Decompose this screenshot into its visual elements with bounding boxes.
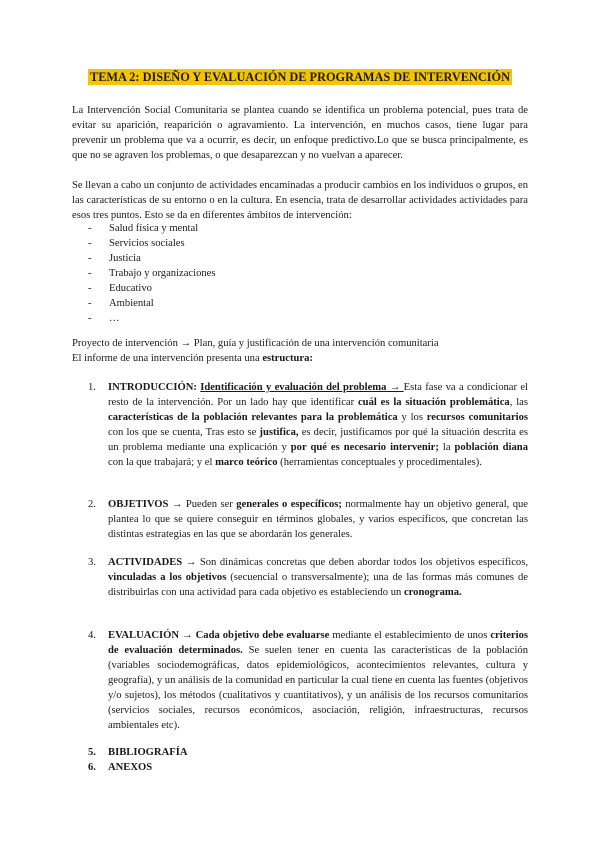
list-item: - Trabajo y organizaciones xyxy=(88,266,216,281)
highlight: población diana xyxy=(454,442,528,453)
highlight: Identificación y evaluación del problema xyxy=(200,382,387,393)
text: normalmente hay un objetivo general, que plantea lo que se quiere conseguir en términos globales, y varios específicos, que concretan las distintas estrategias en las que se abordarán los generales. xyxy=(108,499,528,540)
title-text: TEMA 2: DISEÑO Y EVALUACIÓN DE PROGRAMAS DE INTERVENCIÓN xyxy=(90,70,510,84)
section-number: 2. xyxy=(88,499,96,510)
section-number: 4. xyxy=(88,630,96,641)
arrow: → xyxy=(386,382,404,393)
text: → Pueden ser xyxy=(168,499,237,510)
section-number: 1. xyxy=(88,382,96,393)
highlight: cronograma. xyxy=(403,587,462,598)
section-text xyxy=(108,628,528,733)
text: (secuencial o transversalmente); una de las formas más comunes de distribuirlas con una actividad para cada objetivo es estableciendo un xyxy=(108,572,528,598)
section-anexos xyxy=(88,760,528,775)
structure-word: estructura: xyxy=(262,353,313,364)
list-item: - Servicios sociales xyxy=(88,236,216,251)
text: , las xyxy=(509,397,528,408)
section-number: 6. xyxy=(88,762,96,773)
section-heading: INTRODUCCIÓN: xyxy=(108,382,197,393)
section-actividades xyxy=(88,555,528,600)
list-item: - … xyxy=(88,311,216,326)
text: → Son dinámicas concretas que deben abordar todos los objetivos específicos, xyxy=(182,557,528,568)
project-definition: Proyecto de intervención → Plan, guía y justificación de una intervención comunitaria xyxy=(72,338,439,349)
highlight: por qué es necesario intervenir; xyxy=(290,442,439,453)
activities-paragraph: Se llevan a cabo un conjunto de actividades encaminadas a producir cambios en los individuos o grupos, en las características de su entorno o en la cultura. En esencia, trata de desarrollar actividades actividades para esos tres puntos. Esto se da en diferentes ámbitos de intervención: xyxy=(72,180,528,221)
ambitos-list xyxy=(88,221,216,326)
highlight: Cada objetivo debe evaluarse xyxy=(195,630,330,641)
highlight: vinculadas a los objetivos xyxy=(108,572,227,583)
section-objetivos xyxy=(88,497,528,542)
text: con la que trabajará; y el xyxy=(108,457,216,468)
highlight: características de la población relevantes para la problemática xyxy=(108,412,398,423)
text: Se suelen tener en cuenta las características de la población (variables sociodemográficas, datos epidemiológicos, acontecimientos relevantes, cultura y geografía), y un análisis de la comunidad en particular la cual tiene en cuenta las fuentes (objetivos y/o sujetos), los métodos (cualitativos y cuantitativos), y un análisis de los recursos comunitarios (servicios sociales, recursos económicos, asociación, religión, infraestructuras, recursos ambientales etc). xyxy=(108,645,528,731)
text: es decir, justificamos por qué la situación descrita es un problema mediante una explicación y xyxy=(108,427,528,453)
text: mediante el establecimiento de unos xyxy=(329,630,491,641)
section-text xyxy=(108,745,528,760)
highlight: justifica, xyxy=(259,427,299,438)
section-heading: ACTIVIDADES xyxy=(108,557,183,568)
highlight: recursos comunitarios xyxy=(426,412,529,423)
intro-paragraph: La Intervención Social Comunitaria se plantea cuando se identifica un problema potencial, pues trata de evitar su aparición, reaparición o agravamiento. La intervención, en muchos casos, tiene lugar para prevenir un problema que va a ocurrir, es decir, un enfoque predictivo.Lo que se busca principalmente, es que no se agraven los problemas, o que desaparezcan y no vuelvan a aparecer. xyxy=(72,105,528,161)
section-evaluacion xyxy=(88,628,528,733)
text: con los que se cuenta, Tras esto se xyxy=(108,427,260,438)
text: la xyxy=(438,442,455,453)
section-heading: EVALUACIÓN xyxy=(108,630,180,641)
structure-line xyxy=(72,351,313,366)
section-text xyxy=(108,497,528,542)
section-heading: OBJETIVOS xyxy=(108,499,169,510)
highlight: marco teórico xyxy=(215,457,278,468)
highlight: generales o específicos; xyxy=(236,499,342,510)
list-item: - Educativo xyxy=(88,281,216,296)
section-number: 3. xyxy=(88,557,96,568)
section-text xyxy=(108,555,528,600)
list-item: - Salud física y mental xyxy=(88,221,216,236)
section-heading: BIBLIOGRAFÍA xyxy=(108,747,188,758)
text: y los xyxy=(397,412,427,423)
section-text xyxy=(108,760,528,775)
text: → xyxy=(179,630,196,641)
section-text xyxy=(108,380,528,470)
list-item: - Justicia xyxy=(88,251,216,266)
section-heading: ANEXOS xyxy=(108,762,153,773)
structure-text: El informe de una intervención presenta una xyxy=(72,353,263,364)
text: Esta fase va a condicionar el resto de la intervención. Por un lado hay que identificar xyxy=(108,382,528,408)
section-bibliografia xyxy=(88,745,528,760)
section-introduccion xyxy=(88,380,528,470)
highlight: criterios de evaluación determinados. xyxy=(108,630,528,656)
highlight: cuál es la situación problemática xyxy=(357,397,510,408)
text: (herramientas conceptuales y procedimentales). xyxy=(277,457,482,468)
section-number: 5. xyxy=(88,747,96,758)
page-title xyxy=(0,70,600,85)
list-item: - Ambiental xyxy=(88,296,216,311)
